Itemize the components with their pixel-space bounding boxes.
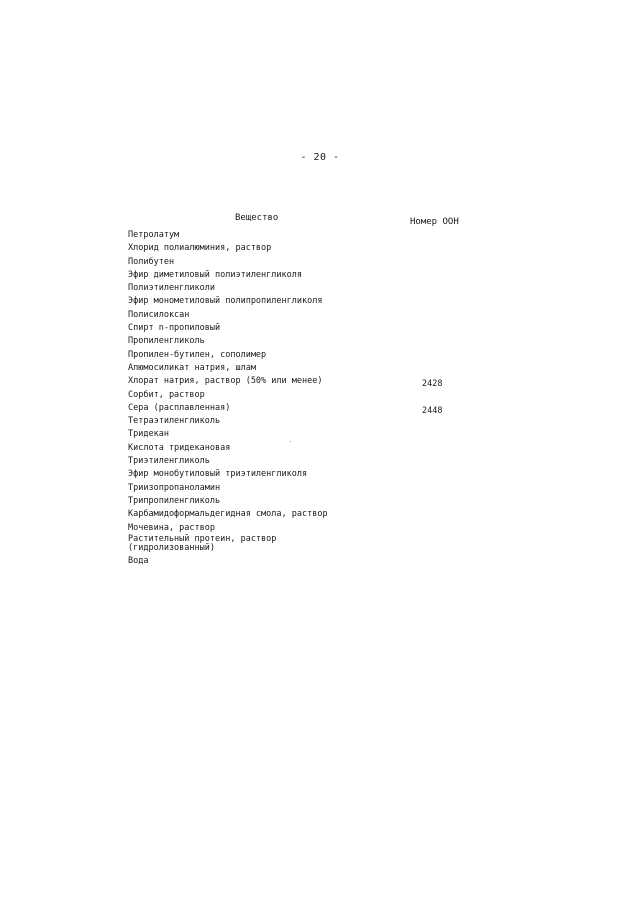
table-row (128, 428, 528, 441)
substance-name: Растительный протеин, раствор (гидролизованный) (128, 533, 277, 553)
substance-name: Хлорат натрия, раствор (50% или менее) (128, 376, 323, 387)
substance-name: Мочевина, раствор (128, 522, 215, 533)
substance-name: Пропилен-бутилен, сополимер (128, 349, 267, 360)
table-row (128, 282, 528, 295)
table-row (128, 455, 528, 468)
page-number: - 20 - (300, 152, 340, 163)
substance-name: Эфир монобутиловый триэтиленгликоля (128, 469, 308, 480)
table-row (128, 322, 528, 335)
table-row (128, 495, 528, 508)
table-row (128, 555, 528, 568)
un-number: 2428 (422, 379, 443, 390)
table-row (128, 349, 528, 362)
column-header-un-number: Номер ООН (410, 217, 459, 227)
substance-name: Эфир диметиловый полиэтиленгликоля (128, 269, 302, 280)
substance-name: Пропиленгликоль (128, 336, 205, 347)
un-number: 2448 (422, 405, 443, 416)
substance-table (128, 229, 528, 568)
table-row (128, 256, 528, 269)
table-row (128, 402, 528, 415)
table-row (128, 242, 528, 255)
table-row (128, 508, 528, 521)
table-row (128, 442, 528, 455)
substance-name: Триизопропаноламин (128, 482, 221, 493)
substance-name: Эфир монометиловый полипропиленгликоля (128, 296, 323, 307)
table-row (128, 335, 528, 348)
table-row (128, 362, 528, 375)
substance-name: Вода (128, 555, 149, 566)
table-row (128, 415, 528, 428)
table-row (128, 229, 528, 242)
substance-name: Карбамидоформальдегидная смола, раствор (128, 509, 328, 520)
substance-name: Петролатум (128, 230, 180, 240)
substance-name: Полибутен (128, 256, 175, 267)
table-row (128, 295, 528, 308)
table-row (128, 535, 528, 555)
scan-speck (290, 441, 291, 442)
substance-name: Спирт n-пропиловый (128, 323, 221, 334)
table-row (128, 375, 528, 388)
substance-name: Сера (расплавленная) (128, 402, 231, 413)
substance-name: Алюмосиликат натрия, шлам (128, 362, 256, 373)
substance-name: Кислота тридекановая (128, 442, 231, 453)
table-row (128, 309, 528, 322)
substance-name: Хлорид полиалюминия, раствор (128, 243, 272, 254)
substance-name: Тетраэтиленгликоль (128, 416, 221, 427)
substance-name: Трипропиленгликоль (128, 495, 221, 506)
substance-name: Полисилоксан (128, 309, 190, 320)
table-row (128, 389, 528, 402)
substance-name: Триэтиленгликоль (128, 456, 210, 467)
substance-name: Полиэтиленгликоли (128, 283, 215, 294)
column-header-substance: Вещество (235, 213, 279, 223)
table-row (128, 269, 528, 282)
substance-name: Тридекан (128, 429, 169, 440)
table-row (128, 522, 528, 535)
table-row (128, 468, 528, 481)
substance-name: Сорбит, раствор (128, 389, 205, 400)
table-row (128, 482, 528, 495)
